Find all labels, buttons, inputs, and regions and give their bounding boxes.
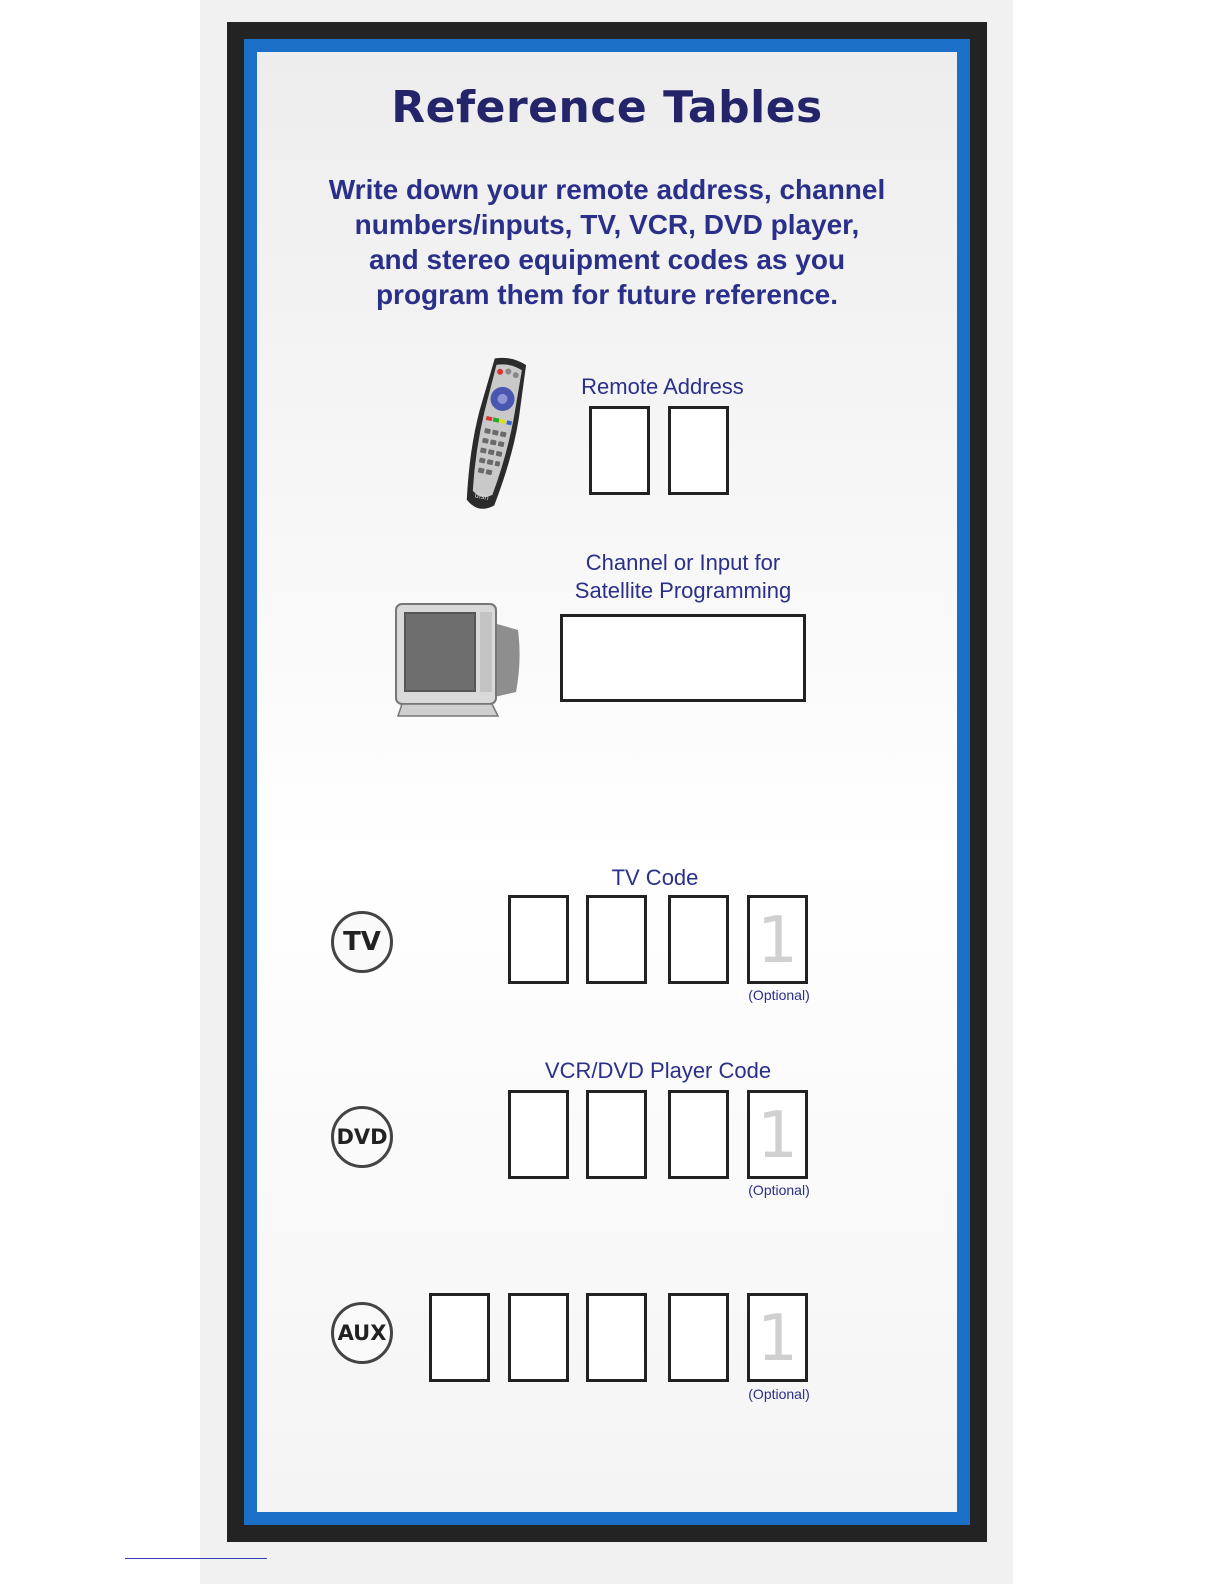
aux-badge-label: AUX bbox=[337, 1321, 387, 1345]
aux-code-digit-box[interactable] bbox=[586, 1293, 647, 1382]
aux-code-digit-box[interactable] bbox=[429, 1293, 490, 1382]
aux-badge-icon bbox=[331, 1302, 393, 1364]
tv-code-digit-box[interactable] bbox=[508, 895, 569, 984]
dvd-code-label: VCR/DVD Player Code bbox=[544, 1058, 772, 1083]
dvd-code-digit-box[interactable] bbox=[586, 1090, 647, 1179]
dvd-optional-label: (Optional) bbox=[748, 1182, 810, 1198]
remote-address-digit-box[interactable] bbox=[668, 406, 729, 495]
aux-code-optional-box[interactable] bbox=[747, 1293, 808, 1382]
aux-code-digit-box[interactable] bbox=[668, 1293, 729, 1382]
tv-badge-icon bbox=[331, 911, 393, 973]
tv-optional-label: (Optional) bbox=[748, 987, 810, 1003]
tv-code-label: TV Code bbox=[611, 865, 699, 890]
page-title: Reference Tables bbox=[391, 82, 823, 133]
instructions-line: numbers/inputs, TV, VCR, DVD player, bbox=[354, 209, 860, 240]
instructions bbox=[300, 172, 914, 312]
tv-code-digit-box[interactable] bbox=[586, 895, 647, 984]
dvd-badge-icon bbox=[331, 1106, 393, 1168]
tv-badge-label: TV bbox=[343, 927, 381, 957]
tv-code-digit-box[interactable] bbox=[668, 895, 729, 984]
instructions-line: and stereo equipment codes as you bbox=[368, 244, 846, 275]
tv-code-optional-box[interactable] bbox=[747, 895, 808, 984]
channel-input-box[interactable] bbox=[560, 614, 806, 702]
dvd-code-digit-box[interactable] bbox=[668, 1090, 729, 1179]
remote-brand-mark: dish bbox=[473, 491, 490, 503]
aux-optional-digit: 1 bbox=[757, 1302, 798, 1376]
footnote-divider bbox=[125, 1558, 267, 1559]
dvd-optional-digit: 1 bbox=[757, 1099, 798, 1173]
tv-optional-digit: 1 bbox=[757, 904, 798, 978]
aux-code-digit-box[interactable] bbox=[508, 1293, 569, 1382]
instructions-line: Write down your remote address, channel bbox=[328, 174, 886, 205]
channel-input-label bbox=[555, 549, 811, 605]
channel-input-label-line: Channel or Input for bbox=[585, 550, 781, 575]
channel-input-label-line: Satellite Programming bbox=[574, 578, 792, 603]
television-icon bbox=[392, 600, 524, 718]
dvd-code-optional-box[interactable] bbox=[747, 1090, 808, 1179]
remote-control-icon bbox=[448, 354, 540, 524]
aux-optional-label: (Optional) bbox=[748, 1386, 810, 1402]
dvd-code-digit-box[interactable] bbox=[508, 1090, 569, 1179]
remote-address-digit-box[interactable] bbox=[589, 406, 650, 495]
dvd-badge-label: DVD bbox=[336, 1125, 388, 1149]
instructions-line: program them for future reference. bbox=[375, 279, 839, 310]
remote-address-label: Remote Address bbox=[581, 374, 744, 399]
